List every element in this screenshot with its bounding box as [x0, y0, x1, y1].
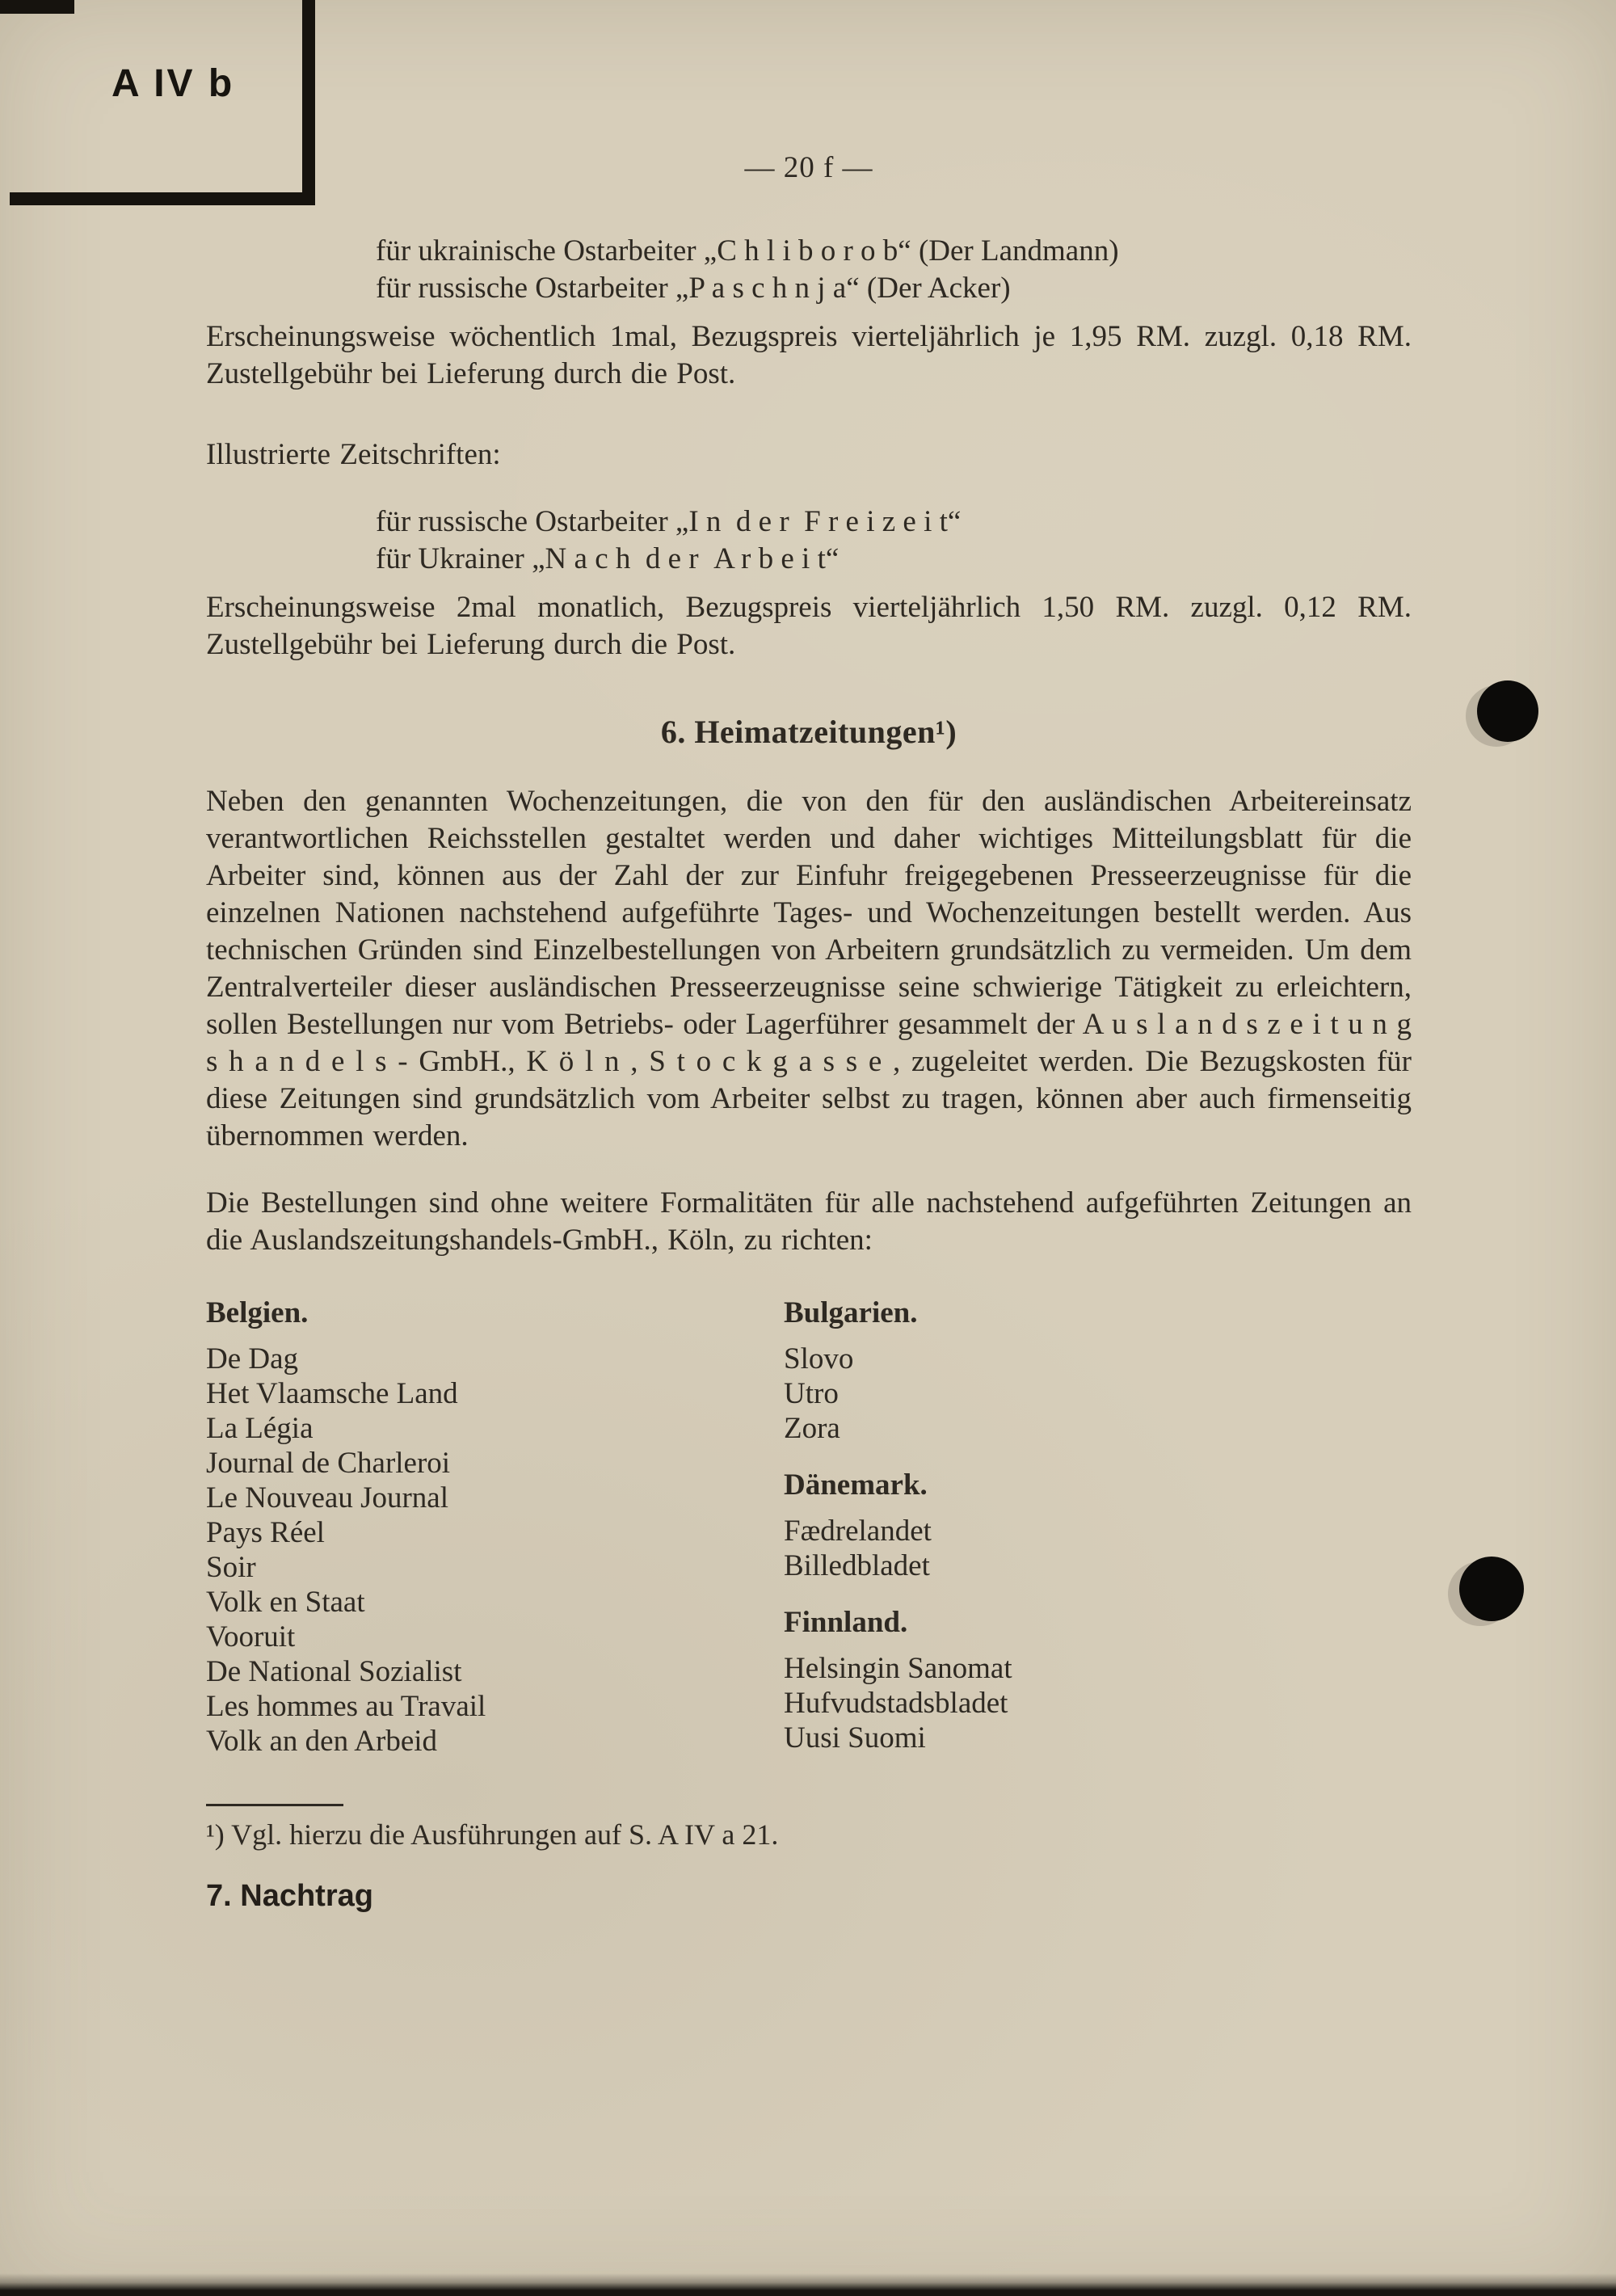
spec-line-ukrainian: für ukrainische Ostarbeiter „C h l i b o r o b“ (Der Landmann) — [376, 234, 1119, 268]
country-header-belgien: Belgien. — [206, 1296, 309, 1329]
newspaper-item: La Légia — [206, 1412, 314, 1445]
country-header-finnland: Finnland. — [784, 1606, 908, 1639]
punch-hole-top — [1477, 680, 1538, 742]
spec-line-ukrainian-arbeit: für Ukrainer „N a c h d e r A r b e i t“ — [376, 542, 840, 575]
newspaper-item: Fædrelandet — [784, 1515, 932, 1548]
newspaper-lists — [206, 1295, 1412, 1759]
newspaper-item: Helsingin Sanomat — [784, 1652, 1012, 1685]
newspaper-item: Pays Réel — [206, 1516, 325, 1549]
newspaper-item: Le Nouveau Journal — [206, 1481, 449, 1515]
newspaper-item: Billedbladet — [784, 1549, 930, 1582]
spec-line-russian: für russische Ostarbeiter „P a s c h n j a“ (Der Acker) — [376, 272, 1011, 305]
newspaper-item: Journal de Charleroi — [206, 1447, 451, 1480]
heimatzeitungen-paragraph-1: Neben den genannten Wochenzeitungen, die von den für den ausländischen Arbeitereinsatz verantwortlichen Reichsstellen gestaltet werden und daher wichtiges Mitteilungsblatt für die Arbeiter sind, können aus der Zahl der zur Einfuhr freigegebenen Presseerzeugnisse für die einzelnen Nationen nachstehend aufgeführte Tages- und Wochenzeitungen bestellt werden. Aus technischen Gründen sind Einzelbestellungen von Arbeitern grundsätzlich zu vermeiden. Um dem Zentralverteiler dieser ausländischen Presseerzeugnisse seine schwierige Tätigkeit zu erleichtern, sollen Bestellungen nur vom Betriebs- oder Lagerführer gesammelt der A u s l a n d s z e i t u n g s h a n d e l s - GmbH., K ö l n , S t o c k g a s s e , zugeleitet werden. Die Bezugskosten für diese Zeitungen sind grundsätzlich vom Arbeiter selbst zu tragen, können aber auch firmenseitig übernommen werden. — [206, 785, 1412, 1152]
newspaper-item: Volk en Staat — [206, 1586, 365, 1619]
newspaper-item: Hufvudstadsbladet — [784, 1687, 1008, 1720]
spec-line-russian-freizeit: für russische Ostarbeiter „I n d e r F r e i z e i t“ — [376, 505, 962, 538]
footnote-rule — [206, 1804, 343, 1806]
section-code: A IV b — [112, 62, 235, 105]
newspaper-list-right-column — [784, 1295, 1412, 1759]
illustrated-heading: Illustrierte Zeitschriften: — [206, 438, 501, 471]
newspaper-item: Zora — [784, 1412, 840, 1445]
country-header-bulgarien: Bulgarien. — [784, 1296, 918, 1329]
newspaper-item: Vooruit — [206, 1620, 296, 1654]
page-number: — 20 f — — [744, 151, 873, 184]
newspaper-item: Soir — [206, 1551, 256, 1584]
newspaper-item: De National Sozialist — [206, 1655, 462, 1688]
footnote-text: ¹) Vgl. hierzu die Ausführungen auf S. A IV a 21. — [206, 1818, 779, 1851]
punch-hole-bottom — [1459, 1557, 1524, 1621]
page-content — [206, 233, 1412, 1915]
newspaper-item: Les hommes au Travail — [206, 1690, 486, 1723]
country-block-belgien — [206, 1295, 784, 1759]
newspaper-item: De Dag — [206, 1342, 299, 1375]
country-header-daenemark: Dänemark. — [784, 1468, 928, 1502]
weekly-spec-lines — [376, 233, 1412, 307]
newspaper-item: Slovo — [784, 1342, 854, 1375]
country-block-bulgarien — [784, 1295, 1412, 1446]
illustrated-spec-lines — [376, 503, 1412, 578]
nachtrag-heading: 7. Nachtrag — [206, 1879, 373, 1913]
newspaper-item: Utro — [784, 1377, 839, 1410]
page-bottom-edge — [0, 2273, 1616, 2296]
country-block-finnland — [784, 1604, 1412, 1755]
newspaper-list-left-column — [206, 1295, 784, 1759]
newspaper-item: Uusi Suomi — [784, 1721, 926, 1755]
weekly-terms-paragraph: Erscheinungsweise wöchentlich 1mal, Bezugspreis vierteljährlich je 1,95 RM. zuzgl. 0,18 RM. Zustellgebühr bei Lieferung durch die Post. — [206, 320, 1412, 390]
section-heading-heimatzeitungen: 6. Heimatzeitungen¹) — [660, 714, 957, 750]
newspaper-item: Volk an den Arbeid — [206, 1725, 438, 1758]
heimatzeitungen-paragraph-2: Die Bestellungen sind ohne weitere Formalitäten für alle nachstehend aufgeführten Zeitungen an die Auslandszeitungshandels-GmbH., Köln, zu richten: — [206, 1186, 1412, 1257]
country-block-daenemark — [784, 1467, 1412, 1583]
newspaper-item: Het Vlaamsche Land — [206, 1377, 458, 1410]
illustrated-terms-paragraph: Erscheinungsweise 2mal monatlich, Bezugspreis vierteljährlich 1,50 RM. zuzgl. 0,12 RM. Zustellgebühr bei Lieferung durch die Post. — [206, 591, 1412, 661]
